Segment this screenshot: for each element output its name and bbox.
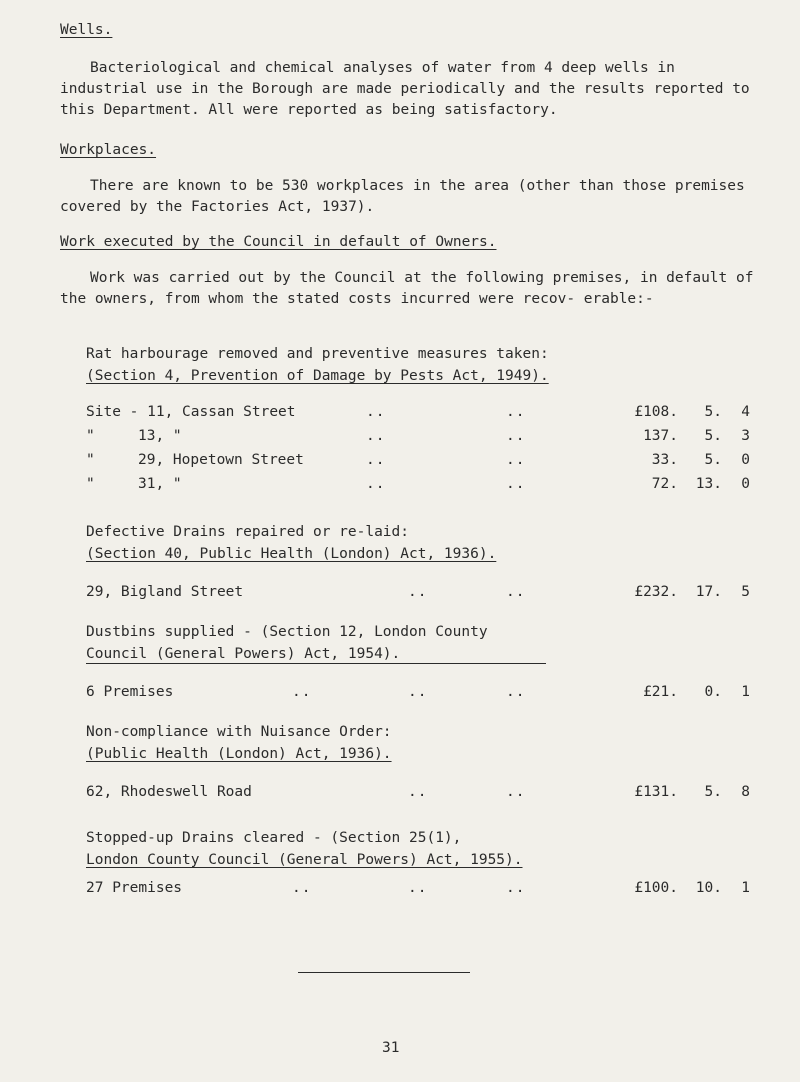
row-label: 29, Bigland Street	[86, 584, 244, 600]
stopped-section-act: London County Council (General Powers) Act, 1955).	[86, 852, 523, 868]
nuisance-section-title: Non-compliance with Nuisance Order:	[86, 724, 392, 740]
page-number: 31	[382, 1040, 400, 1056]
row-label: 27 Premises	[86, 880, 183, 896]
leader-dots: ..	[506, 880, 526, 896]
leader-dots: ..	[292, 880, 312, 896]
amount-shillings: 0.	[704, 684, 722, 700]
leader-dots: ..	[366, 452, 386, 468]
amount-shillings: 5.	[704, 452, 722, 468]
leader-dots: ..	[292, 684, 312, 700]
amount-pence: 1	[741, 880, 750, 896]
leader-dots: ..	[506, 452, 526, 468]
dustbins-section-act: Council (General Powers) Act, 1954).	[86, 646, 401, 662]
leader-dots: ..	[366, 428, 386, 444]
leader-dots: ..	[506, 404, 526, 420]
ditto-mark: "	[86, 428, 95, 444]
amount-pounds: £131.	[634, 784, 678, 800]
amount-pounds: £232.	[634, 584, 678, 600]
cost-row	[60, 684, 750, 704]
wells-text: Bacteriological and chemical analyses of water from 4 deep wells in industrial use in the Borough are made periodically and the results reported to this Department. All were reported as being satisfactory.	[60, 60, 750, 118]
cost-row	[60, 452, 750, 472]
leader-dots: ..	[408, 684, 428, 700]
amount-pence: 0	[741, 476, 750, 492]
amount-pence: 1	[741, 684, 750, 700]
leader-dots: ..	[506, 784, 526, 800]
cost-row	[60, 476, 750, 496]
ditto-mark: "	[86, 476, 95, 492]
drains-section-title: Defective Drains repaired or re-laid:	[86, 524, 410, 540]
work-executed-heading: Work executed by the Council in default of Owners.	[60, 234, 497, 250]
row-label: Site - 11, Cassan Street	[86, 404, 296, 420]
amount-pence: 0	[741, 452, 750, 468]
amount-pounds: £100.	[634, 880, 678, 896]
amount-pounds: 137.	[643, 428, 678, 444]
leader-dots: ..	[408, 584, 428, 600]
rat-section-title: Rat harbourage removed and preventive measures taken:	[86, 346, 549, 362]
amount-shillings: 5.	[704, 404, 722, 420]
work-executed-text: Work was carried out by the Council at the following premises, in default of the owners, from whom the stated costs incurred were recov- erable:-	[60, 270, 754, 307]
leader-dots: ..	[506, 684, 526, 700]
leader-dots: ..	[506, 428, 526, 444]
closing-rule	[298, 972, 470, 973]
rat-section-act: (Section 4, Prevention of Damage by Pests Act, 1949).	[86, 368, 549, 384]
row-label: 31, "	[138, 476, 182, 492]
amount-shillings: 13.	[695, 476, 722, 492]
workplaces-heading: Workplaces.	[60, 142, 157, 158]
dustbins-section-title: Dustbins supplied - (Section 12, London County	[86, 624, 488, 640]
nuisance-section-act: (Public Health (London) Act, 1936).	[86, 746, 392, 762]
leader-dots: ..	[366, 404, 386, 420]
amount-pence: 3	[741, 428, 750, 444]
cost-row	[60, 584, 750, 604]
cost-row	[60, 880, 750, 900]
amount-pence: 5	[741, 584, 750, 600]
amount-pence: 8	[741, 784, 750, 800]
cost-row	[60, 404, 750, 424]
amount-pounds: £21.	[643, 684, 678, 700]
row-label: 29, Hopetown Street	[138, 452, 304, 468]
amount-shillings: 17.	[695, 584, 722, 600]
wells-heading: Wells.	[60, 22, 113, 38]
cost-row	[60, 784, 750, 804]
workplaces-text: There are known to be 530 workplaces in the area (other than those premises covered by the Factories Act, 1937).	[60, 178, 745, 215]
row-label: 6 Premises	[86, 684, 174, 700]
amount-pounds: 72.	[651, 476, 678, 492]
leader-dots: ..	[408, 880, 428, 896]
amount-shillings: 5.	[704, 784, 722, 800]
cost-row	[60, 428, 750, 448]
amount-pounds: £108.	[634, 404, 678, 420]
amount-shillings: 5.	[704, 428, 722, 444]
leader-dots: ..	[408, 784, 428, 800]
leader-dots: ..	[506, 476, 526, 492]
ditto-mark: "	[86, 452, 95, 468]
section-underline	[86, 663, 546, 664]
amount-pounds: 33.	[651, 452, 678, 468]
drains-section-act: (Section 40, Public Health (London) Act, 1936).	[86, 546, 497, 562]
row-label: 62, Rhodeswell Road	[86, 784, 252, 800]
amount-pence: 4	[741, 404, 750, 420]
leader-dots: ..	[366, 476, 386, 492]
leader-dots: ..	[506, 584, 526, 600]
amount-shillings: 10.	[695, 880, 722, 896]
stopped-section-title: Stopped-up Drains cleared - (Section 25(1),	[86, 830, 462, 846]
row-label: 13, "	[138, 428, 182, 444]
